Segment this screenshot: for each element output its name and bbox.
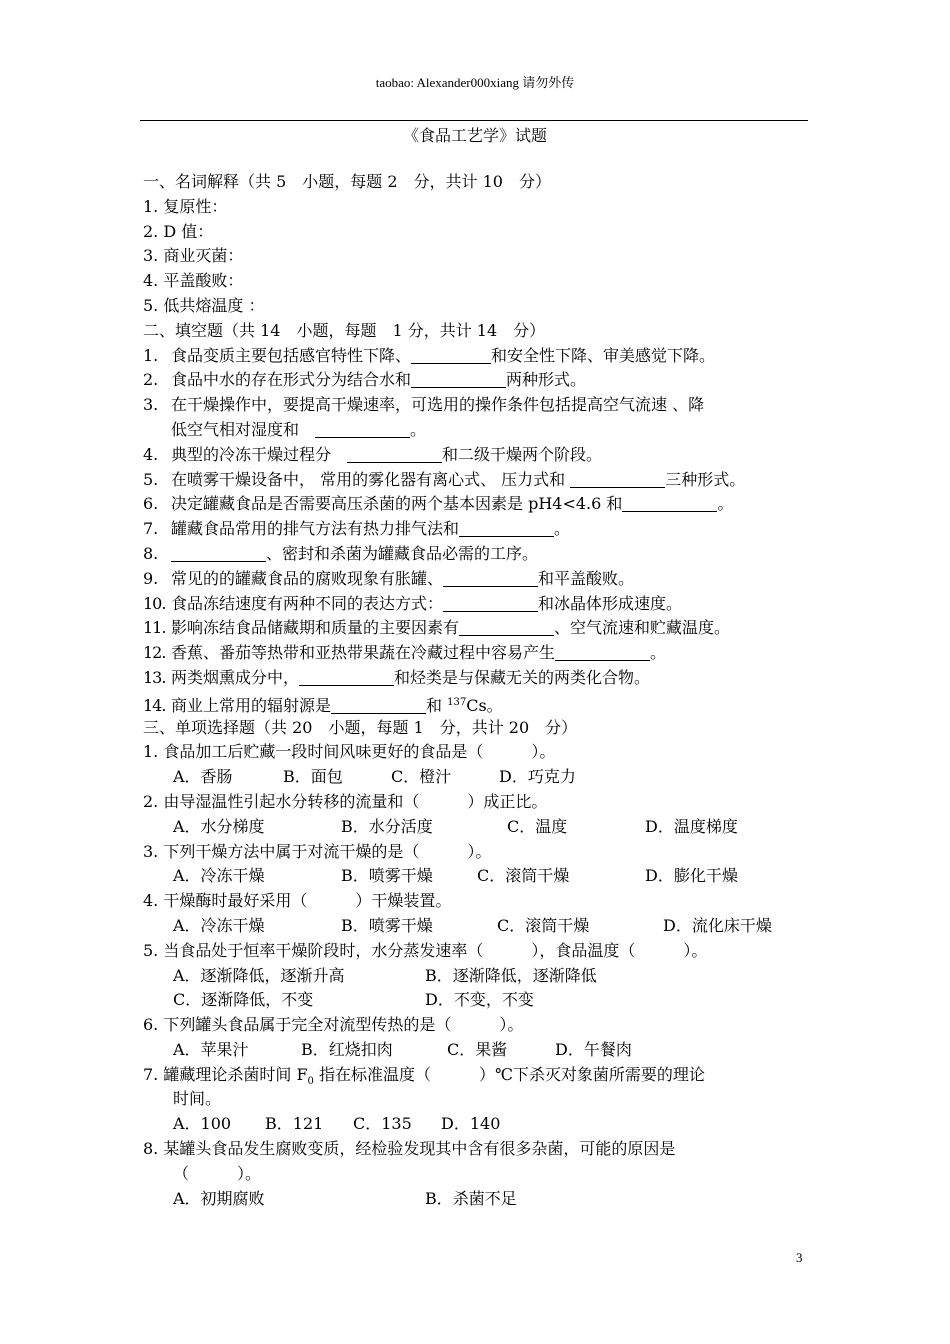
list-item xyxy=(143,517,815,542)
option-row xyxy=(143,914,815,939)
answer-blank[interactable] xyxy=(411,347,491,364)
question-number: 14. xyxy=(143,695,166,715)
list-item xyxy=(143,666,815,691)
answer-blank[interactable] xyxy=(331,697,426,714)
list-item xyxy=(143,368,815,393)
question-text: 和平盖酸败。 xyxy=(538,568,635,588)
question-text: 、空气流速和贮藏温度。 xyxy=(554,618,731,638)
answer-blank[interactable] xyxy=(459,619,554,636)
subscript: 0 xyxy=(307,1075,314,1087)
option: D．午餐肉 xyxy=(555,1039,632,1059)
question-stem xyxy=(143,1063,815,1088)
option-row xyxy=(143,864,815,889)
option-row xyxy=(143,964,815,989)
question-number: 2. xyxy=(143,370,159,390)
option: A．冷冻干燥 xyxy=(173,866,265,886)
option: D．不变，不变 xyxy=(425,990,534,1010)
question-text: 。 xyxy=(554,519,571,539)
option: C．温度 xyxy=(507,816,568,836)
question-text: 和安全性下降、审美感觉下降。 xyxy=(491,345,716,365)
option: C．逐渐降低，不变 xyxy=(173,990,314,1010)
answer-blank[interactable] xyxy=(459,520,554,537)
option: C．果酱 xyxy=(447,1039,508,1059)
option: B．喷雾干燥 xyxy=(341,866,433,886)
page-number: 3 xyxy=(796,1250,803,1265)
option: A．香肠 xyxy=(173,767,233,787)
list-item xyxy=(143,592,815,617)
option-row xyxy=(143,765,815,790)
question-text: 和冰晶体形成速度。 xyxy=(538,593,683,613)
question-text: 商业上常用的辐射源是 xyxy=(171,695,332,715)
question-text: 在喷雾干燥设备中， 常用的雾化器有离心式、 压力式和 xyxy=(171,469,566,489)
list-item xyxy=(143,542,815,567)
question-number: 13. xyxy=(143,667,166,687)
section-heading: 三、单项选择题（共 20 小题，每题 1 分，共计 20 分） xyxy=(143,717,578,737)
question-stem: 8. 某罐头食品发生腐败变质，经检验发现其中含有很多杂菌，可能的原因是 xyxy=(143,1139,676,1159)
answer-blank[interactable] xyxy=(570,471,665,488)
option: C．滚筒干燥 xyxy=(497,915,590,935)
answer-blank[interactable] xyxy=(443,595,538,612)
answer-blank[interactable] xyxy=(171,545,266,562)
option: D．膨化干燥 xyxy=(645,866,738,886)
question-continuation: （ ）。 xyxy=(173,1163,262,1183)
question-text: 香蕉、番茄等热带和亚热带果蔬在冷藏过程中容易产生 xyxy=(171,643,556,663)
option: D．流化床干燥 xyxy=(663,915,772,935)
option: C．滚筒干燥 xyxy=(477,866,570,886)
question-text: Cs。 xyxy=(466,695,503,715)
question-text: 7. 罐藏理论杀菌时间 F xyxy=(143,1064,308,1084)
option: B．红烧扣肉 xyxy=(301,1039,393,1059)
answer-blank[interactable] xyxy=(315,421,410,438)
option: D．巧克力 xyxy=(499,767,576,787)
list-item: 1. 复原性： xyxy=(143,196,228,216)
answer-blank[interactable] xyxy=(443,570,538,587)
option-row xyxy=(143,1187,815,1212)
header-note: taobao: Alexander000xiang 请勿外传 xyxy=(375,75,575,90)
option-row xyxy=(143,1112,815,1137)
list-item xyxy=(143,492,815,517)
question-text: 食品中水的存在形式分为结合水和 xyxy=(171,370,412,390)
question-stem: 1. 食品加工后贮藏一段时间风味更好的食品是（ ）。 xyxy=(143,742,556,762)
question-text: 、密封和杀菌为罐藏食品必需的工序。 xyxy=(266,543,539,563)
question-stem: 3. 下列干燥方法中属于对流干燥的是（ ）。 xyxy=(143,841,492,861)
question-number: 10. xyxy=(143,593,166,613)
exam-content xyxy=(143,170,815,1211)
question-text: 决定罐藏食品是否需要高压杀菌的两个基本因素是 pH4<4.6 和 xyxy=(171,494,623,514)
answer-blank[interactable] xyxy=(411,371,506,388)
question-stem: 6. 下列罐头食品属于完全对流型传热的是（ ）。 xyxy=(143,1015,524,1035)
list-item xyxy=(143,418,815,443)
question-text: 两种形式。 xyxy=(506,370,587,390)
list-item xyxy=(143,468,815,493)
question-stem: 5. 当食品处于恒率干燥阶段时，水分蒸发速率（ ），食品温度（ ）。 xyxy=(143,940,708,960)
option-row xyxy=(143,1038,815,1063)
answer-blank[interactable] xyxy=(622,495,717,512)
question-text: 常见的的罐藏食品的腐败现象有胀罐、 xyxy=(171,568,444,588)
question-number: 3. xyxy=(143,395,159,415)
isotope-superscript: 137 xyxy=(447,696,467,708)
answer-blank[interactable] xyxy=(299,669,394,686)
section-heading: 一、名词解释（共 5 小题，每题 2 分，共计 10 分） xyxy=(143,172,551,191)
option: B．121 xyxy=(265,1114,324,1134)
question-text: 。 xyxy=(717,494,734,514)
question-number: 8. xyxy=(143,543,159,563)
question-number: 7. xyxy=(143,519,159,539)
question-text: 食品变质主要包括感官特性下降、 xyxy=(171,345,412,365)
header-divider xyxy=(140,120,808,121)
question-stem: 4. 干燥酶时最好采用（ ）干燥装置。 xyxy=(143,891,452,911)
list-item: 4. 平盖酸败： xyxy=(143,271,244,291)
question-text: 在干燥操作中，要提高干燥速率，可选用的操作条件包括提高空气流速 、降 xyxy=(171,395,705,415)
option: B．喷雾干燥 xyxy=(341,915,433,935)
question-number: 9. xyxy=(143,568,159,588)
question-text: 食品冻结速度有两种不同的表达方式： xyxy=(171,593,444,613)
question-text: 和二级干燥两个阶段。 xyxy=(442,444,603,464)
list-item xyxy=(143,344,815,369)
question-number: 11. xyxy=(143,618,166,638)
option: A．初期腐败 xyxy=(173,1188,265,1208)
question-text: 。 xyxy=(650,643,667,663)
list-item xyxy=(143,691,815,716)
question-number: 6. xyxy=(143,494,159,514)
option: A．冷冻干燥 xyxy=(173,915,265,935)
answer-blank[interactable] xyxy=(347,446,442,463)
question-text: 。 xyxy=(410,419,427,439)
answer-blank[interactable] xyxy=(555,644,650,661)
question-text: 和 xyxy=(426,695,443,715)
option: B．水分活度 xyxy=(341,816,433,836)
option: C．橙汁 xyxy=(391,767,452,787)
page-title: 《食品工艺学》试题 xyxy=(402,126,547,145)
list-item: 2. D 值： xyxy=(143,221,214,241)
question-number: 1. xyxy=(143,345,159,365)
question-text: 典型的冷冻干燥过程分 xyxy=(171,444,332,464)
question-text: 三种形式。 xyxy=(665,469,746,489)
option: D．温度梯度 xyxy=(645,816,738,836)
option: B．面包 xyxy=(283,767,343,787)
option: A．逐渐降低，逐渐升高 xyxy=(173,965,345,985)
list-item xyxy=(143,443,815,468)
section-heading: 二、填空题（共 14 小题，每题 1 分，共计 14 分） xyxy=(143,320,546,340)
question-text: 影响冻结食品储藏期和质量的主要因素有 xyxy=(171,618,460,638)
question-text: 罐藏食品常用的排气方法有热力排气法和 xyxy=(171,519,460,539)
question-stem: 2. 由导湿温性引起水分转移的流量和（ ）成正比。 xyxy=(143,791,548,811)
option: A．水分梯度 xyxy=(173,816,265,836)
question-text: 两类烟熏成分中， xyxy=(171,667,300,687)
option-row xyxy=(143,815,815,840)
option: D．140 xyxy=(441,1114,501,1134)
option: B．逐渐降低，逐渐降低 xyxy=(425,965,597,985)
question-continuation: 时间。 xyxy=(173,1089,222,1109)
option-row xyxy=(143,988,815,1013)
list-item xyxy=(143,567,815,592)
question-text: 和烃类是与保藏无关的两类化合物。 xyxy=(394,667,651,687)
option: C．135 xyxy=(353,1114,412,1134)
list-item xyxy=(143,616,815,641)
question-number: 12. xyxy=(143,643,166,663)
question-number: 5. xyxy=(143,469,159,489)
list-item xyxy=(143,393,815,418)
question-text: 指在标准温度（ ）℃下杀灭对象菌所需要的理论 xyxy=(313,1064,705,1084)
question-text: 低空气相对湿度和 xyxy=(171,419,300,439)
option: A．100 xyxy=(173,1114,232,1134)
list-item xyxy=(143,641,815,666)
list-item: 5. 低共熔温度 ： xyxy=(143,295,265,315)
option: A．苹果汁 xyxy=(173,1039,249,1059)
option: B．杀菌不足 xyxy=(425,1188,517,1208)
list-item: 3. 商业灭菌： xyxy=(143,246,244,266)
question-number: 4. xyxy=(143,444,159,464)
